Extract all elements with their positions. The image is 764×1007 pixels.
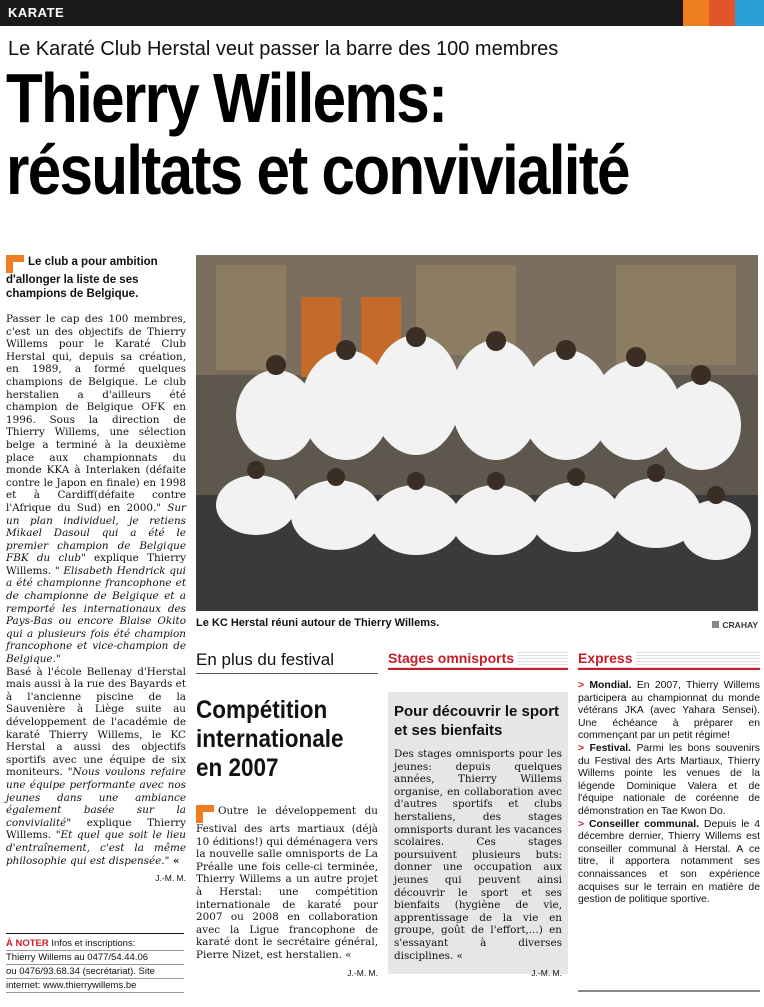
festival-signature: J.-M. M. (347, 967, 378, 978)
accent-square-red (709, 0, 735, 26)
main-article-column (6, 255, 186, 883)
express-item-conseiller: > Conseiller communal. Depuis le 4 décembre dernier, Thierry Willems est conseiller communal à Herstal. A ce titre, il apportera notamment ses connaissances et son expérience acquises sur le terrain en matière de gestion de politique sportive. (578, 818, 760, 906)
stages-body: Des stages omnisports pour les jeunes: depuis quelques années, Thierry Willems organise, en collaboration avec d'autres sportifs et clubs herstaliens, des stages omnisports durant les vacances scolaires. Ces stages poursuivent plusieurs buts: donner une occupation aux jeunes qui peuvent ainsi découvrir le sport et ses bienfaits (hygiène de vie, apprentissage de la vie en groupe, goût de l'effort,...) en s'essayant à diverses disciplines. « (394, 748, 562, 962)
stages-column (388, 650, 568, 979)
festival-column (196, 650, 378, 978)
headline-line-2: résultats et convivialité (6, 131, 629, 209)
stages-title: Pour découvrir le sport et ses bienfaits (394, 703, 560, 739)
paragraph-2: Basé à l'école Bellenay d'Herstal mais aussi à la rue des Bayards et à l'ancienne piscine de la Sauvenière à Liège suite au développement de l'académie de karaté Thierry Willems, le KC Herstal a aussi des objectifs sportifs avec une équipe de six moniteurs. "Nous voulons refaire une équipe performante avec nos jeunes dans une ambiance également basée sur la convivialité" explique Thierry Willems. "Et quel que soit le lieu d'entraînement, c'est la même philosophie qui est dispensée." « (6, 665, 186, 867)
rubric-bar (0, 0, 764, 26)
info-website: internet: www.thierrywillems.be (6, 979, 184, 993)
corner-bracket-icon (6, 255, 24, 273)
stages-signature: J.-M. M. (531, 968, 562, 979)
article-kicker: Le Karaté Club Herstal veut passer la barre des 100 membres (8, 38, 559, 60)
group-photo (196, 255, 758, 611)
article-signature: J.-M. M. (155, 873, 186, 884)
article-intro: Le club a pour ambition d'allonger la liste de ses champions de Belgique. (6, 256, 158, 300)
stages-box (388, 692, 568, 979)
rubric-label: KARATE (8, 5, 65, 20)
group-photo-image (196, 255, 758, 611)
paragraph-1: Passer le cap des 100 membres, c'est un des objectifs de Thierry Willems pour le Karaté Club Herstal qui, depuis sa création, en 1989, a formé quelques champions de Belgique. Le club herstalien a d'ailleurs été champion de Belgique OFK en 1996. Sous la direction de Thierry Willems, une sélection belge a terminé à la deuxième place aux championnats du monde KKA à Interlaken (défaite contre le Japon en finale) en 1998 et à Cardiff(défaite contre l'Afrique du Sud) en 2000." Sur un plan individuel, je retiens Mikael Dasoul qui a été le premier champion de Belgique FBK du club" explique Thierry Willems. " Elisabeth Hendrick qui a été championne francophone et de championne de Belgique et a remporté les internationaux des Pays-Bas ou encore Blaise Okito qui a plusieurs fois été champion francophone et vice-champion de Belgique." (6, 313, 186, 666)
accent-square-blue (735, 0, 764, 26)
corner-bracket-icon (196, 805, 214, 823)
bottom-rule (578, 990, 760, 992)
festival-body: Outre le développement du Festival des arts martiaux (déjà 10 éditions!) qui déménagera vers la nouvelle salle omnisports de La Préalle une fois celle-ci terminée, Thierry Willems a un autre projet à Herstal: une compétition internationale de karaté pour 2007 ou 2008 en collaboration avec la Ligue francophone de karaté dont le secrétaire général, Pierre Nizet, est herstalien. « (196, 805, 378, 961)
article-headline (6, 59, 656, 209)
article-body (6, 313, 186, 867)
info-box: À NOTER Infos et inscriptions: Thierry Willems au 0477/54.44.06 ou 0476/93.68.34 (secrétariat). Site internet: www.thierrywillems.be (6, 933, 184, 993)
headline-line-1: Thierry Willems: (6, 59, 447, 137)
express-item-festival: > Festival. Parmi les bons souvenirs du Festival des Arts Martiaux, Thierry Willems pointe les venues de la légende Dominique Valera et de l'équipe nationale de coréenne de démonstration en Tae Kwon Do. (578, 742, 761, 817)
info-phone-1: Thierry Willems au 0477/54.44.06 (6, 951, 184, 965)
express-heading: Express (578, 650, 760, 670)
express-body (578, 680, 760, 907)
photo-credit: CRAHAY (712, 620, 758, 630)
express-column (578, 650, 760, 907)
info-label: À NOTER (6, 938, 49, 949)
festival-kicker: En plus du festival (196, 650, 378, 674)
express-item-mondial: > Mondial. En 2007, Thierry Willems participera au championnat du monde vétérans JKA (avec Yahara Sensei). Une échéance à préparer en commençant par un petit régime! (578, 680, 760, 742)
accent-square-orange (683, 0, 709, 26)
photo-caption: Le KC Herstal réuni autour de Thierry Willems. (196, 617, 440, 629)
stages-heading: Stages omnisports (388, 650, 568, 670)
festival-title: Compétition internationale en 2007 (196, 696, 344, 782)
info-phone-2: ou 0476/93.68.34 (secrétariat). Site (6, 965, 184, 979)
